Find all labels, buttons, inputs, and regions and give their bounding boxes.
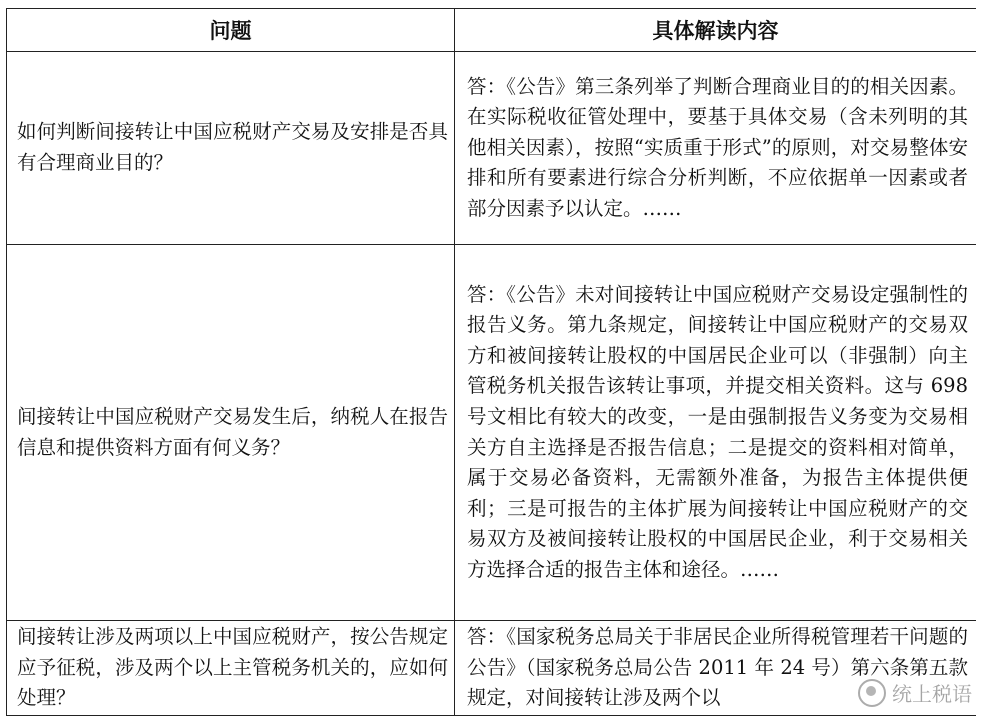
header-question: 问题 [7,9,455,52]
answer-cell [455,621,977,716]
table-row [7,52,977,245]
question-cell: 如何判断间接转让中国应税财产交易及安排是否具有合理商业目的？ [7,52,455,245]
table-row [7,621,977,716]
document-page [6,8,976,717]
answer-cell: 答：《公告》未对间接转让中国应税财产交易设定强制性的报告义务。第九条规定，间接转让中国应税财产的交易双方和被间接转让股权的中国居民企业可以（非强制）向主管税务机关报告该转让事项，并提交相关资料。这与 698 号文相比有较大的改变，一是由强制报告义务变为交易相关方自主选择是否报告信息；二是提交的资料相对简单，属于交易必备资料，无需额外准备，为报告主体提供便利；三是可报告的主体扩展为间接转让中国应税财产的交易双方及被间接转让股权的中国居民企业，利于交易相关方选择合适的报告主体和途径。…… [455,245,977,621]
question-cell [7,621,455,716]
table-row [7,245,977,621]
header-answer: 具体解读内容 [455,9,977,52]
table-header-row [7,9,977,52]
answer-text: 答：《国家税务总局关于非居民企业所得税管理若干问题的公告》（国家税务总局公告 2011 年 24 号）第六条第五款规定，对间接转让涉及两个以 [467,625,968,710]
policy-interpretation-table [6,8,976,716]
answer-cell: 答：《公告》第三条列举了判断合理商业目的的相关因素。在实际税收征管处理中，要基于具体交易（含未列明的其他相关因素），按照“实质重于形式”的原则，对交易整体安排和所有要素进行综合分析判断，不应依据单一因素或者部分因素予以认定。…… [455,52,977,245]
watermark-text: 统上税语 [892,682,972,706]
question-cell: 间接转让中国应税财产交易发生后，纳税人在报告信息和提供资料方面有何义务？ [7,245,455,621]
question-text: 间接转让涉及两项以上中国应税财产，按公告规定应予征税，涉及两个以上主管税务机关的，应如何处理？ [17,625,448,710]
